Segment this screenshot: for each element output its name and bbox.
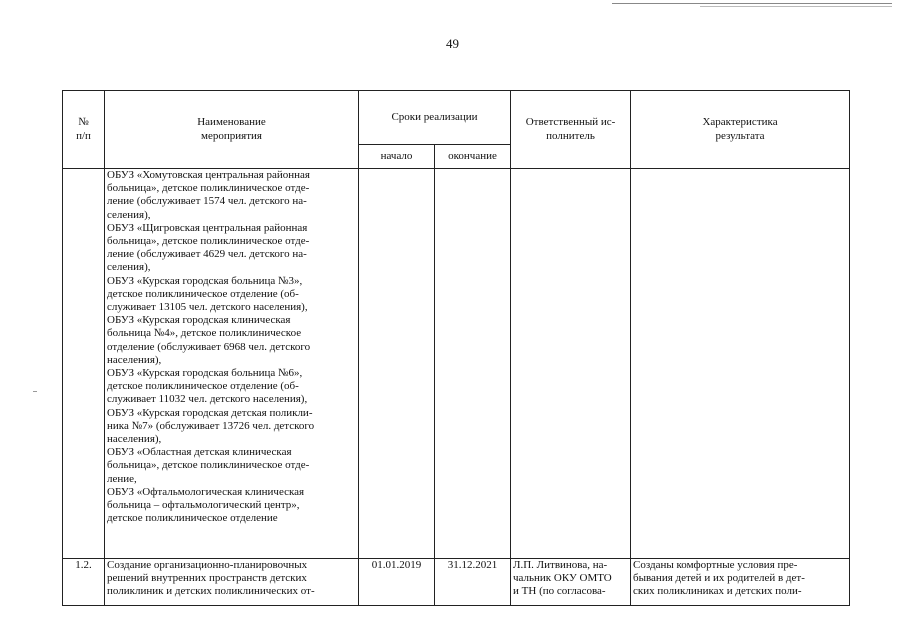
header-rule-secondary	[700, 6, 892, 7]
page-number: 49	[446, 36, 459, 51]
margin-mark	[33, 391, 37, 392]
header-num: № п/п	[63, 91, 105, 169]
cell-responsible: Л.П. Литвинова, на- чальник ОКУ ОМТО и ТН (по согласова-	[511, 559, 631, 606]
header-result: Характеристика результата	[631, 91, 850, 169]
cell-responsible	[511, 169, 631, 559]
header-timing: Сроки реализации	[359, 91, 511, 145]
header-responsible: Ответственный ис- полнитель	[511, 91, 631, 169]
cell-start	[359, 169, 435, 559]
cell-end: 31.12.2021	[435, 559, 511, 606]
table-row	[63, 559, 850, 606]
header-name: Наименование мероприятия	[105, 91, 359, 169]
measures-table	[62, 90, 850, 606]
cell-name: Создание организационно-планировочных решений внутренних пространств детских поликлиник и детских поликлинических от-	[105, 559, 359, 606]
header-end: окончание	[435, 145, 511, 169]
cell-num	[63, 169, 105, 559]
cell-num: 1.2.	[63, 559, 105, 606]
cell-result	[631, 169, 850, 559]
cell-name: ОБУЗ «Хомутовская центральная районная больница», детское поликлиническое отде- ление (обслуживает 1574 чел. детского на- селения), ОБУЗ «Щигровская центральная районная больница», детское поликлиническое отде- ление (обслуживает 4629 чел. детского на- селения), ОБУЗ «Курская городская больница №3», детское поликлиническое отделение (об- служивает 13105 чел. детского населения), ОБУЗ «Курская городская клиническая больница №4», детское поликлиническое отделение (обслуживает 6968 чел. детского населения), ОБУЗ «Курская городская больница №6», детское поликлиническое отделение (об- служивает 11032 чел. детского населения), ОБУЗ «Курская городская детская поликли- ника №7» (обслуживает 13726 чел. детского населения), ОБУЗ «Областная детская клиническая больница», детское поликлиническое отде- ление, ОБУЗ «Офтальмологическая клиническая больница – офтальмологический центр», детское поликлиническое отделение	[105, 169, 359, 559]
cell-start: 01.01.2019	[359, 559, 435, 606]
cell-end	[435, 169, 511, 559]
cell-result: Созданы комфортные условия пре- бывания детей и их родителей в дет- ских поликлиниках и детских поли-	[631, 559, 850, 606]
header-start: начало	[359, 145, 435, 169]
header-rule	[612, 3, 892, 4]
table-row	[63, 169, 850, 559]
